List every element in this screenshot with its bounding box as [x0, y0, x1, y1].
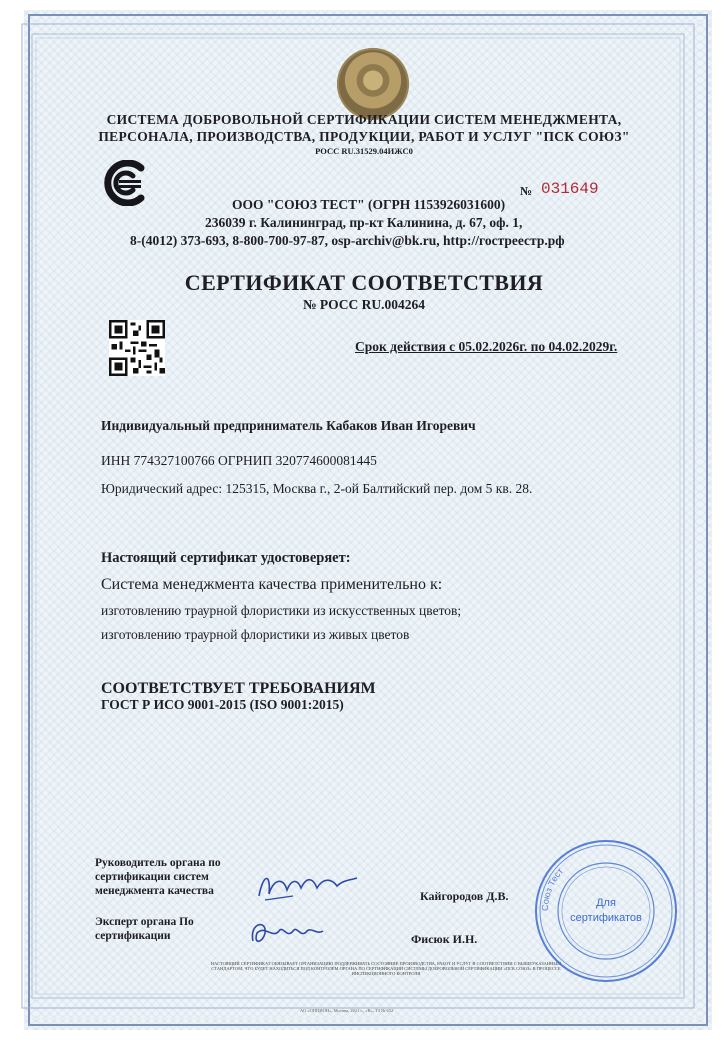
- holder-address: Юридический адрес: 125315, Москва г., 2-ой Балтийский пер. дом 5 кв. 28.: [101, 481, 533, 496]
- registration-number: № РОСС RU.004264: [302, 297, 426, 312]
- scope-item: изготовлению траурной флористики из искусственных цветов;: [101, 603, 462, 618]
- certificate-serial-number: 031649: [541, 180, 599, 198]
- standard-name: ГОСТ Р ИСО 9001-2015 (ISO 9001:2015): [101, 697, 344, 712]
- holder-name: Индивидуальный предприниматель Кабаков Иван Игоревич: [101, 418, 476, 433]
- stamp-center-line-1: Для: [596, 897, 616, 909]
- certification-logo-icon: [97, 160, 155, 206]
- scope-item: изготовлению траурной флористики из живых цветов: [101, 627, 410, 642]
- issuer-contacts: 8-(4012) 373-693, 8-800-700-97-87, osp-archiv@bk.ru, http://гостреестр.рф: [130, 233, 565, 248]
- issuer-address: 236039 г. Калининград, пр-кт Калинина, д. 67, оф. 1,: [205, 215, 523, 230]
- management-system: Система менеджмента качества применительно к:: [101, 576, 443, 593]
- header-line-1: СИСТЕМА ДОБРОВОЛЬНОЙ СЕРТИФИКАЦИИ СИСТЕМ МЕНЕДЖМЕНТА,: [106, 112, 622, 127]
- holder-ids: ИНН 774327100766 ОГРНИП 320774600081445: [101, 453, 377, 468]
- certificate-title: СЕРТИФИКАТ СООТВЕТСТВИЯ: [184, 270, 544, 295]
- gold-emblem-seal: [337, 48, 409, 120]
- signatory-name: Кайгородов Д.В.: [420, 889, 509, 903]
- qr-code-icon: [109, 320, 165, 376]
- certifies-heading: Настоящий сертификат удостоверяет:: [101, 550, 351, 566]
- header-registration: РОСС RU.31529.04ИЖС0: [315, 146, 413, 156]
- signatory-name: Фисюк И.Н.: [411, 932, 478, 946]
- signature-head: [253, 866, 363, 906]
- number-label: №: [520, 184, 533, 198]
- issuer-name: ООО "СОЮЗ ТЕСТ" (ОГРН 1153926031600): [232, 197, 506, 212]
- stamp-ring-text: Союз Тест: [539, 866, 566, 912]
- signatory-role: Руководитель органа по сертификации систем менеджмента качества: [95, 857, 221, 897]
- stamp-center-line-2: сертификатов: [570, 912, 642, 924]
- signature-expert: [243, 913, 343, 953]
- signatory-role: Эксперт органа По сертификации: [95, 916, 194, 942]
- printer-imprint: АО «ОПЦИОН», Москва, 2021 г., «В», ТЗ № 652: [300, 1008, 394, 1013]
- conformity-heading: СООТВЕТСТВУЕТ ТРЕБОВАНИЯМ: [101, 680, 376, 697]
- validity-period: Срок действия с 05.02.2026г. по 04.02.2029г.: [355, 339, 618, 354]
- blue-round-stamp: [531, 836, 681, 986]
- footer-notice: НАСТОЯЩИЙ СЕРТИФИКАТ ОБЯЗЫВАЕТ ОРГАНИЗАЦИЮ ПОДДЕРЖИВАТЬ СОСТОЯНИЕ ПРОИЗВОДСТВА, РАБОТ И УСЛУГ В СООТВЕТСТВИИ С ВЫШЕУКАЗАННЫМ СТАНДАРТОМ, ЧТО БУДЕТ НАХОДИТЬСЯ ПОД КОНТРОЛЕМ ОРГАНА ПО СЕРТИФИКАЦИИ СИСТЕМЫ ДОБРОВОЛЬНОЙ СЕРТИФИКАЦИИ «ПСК СОЮЗ» В ПРОЦЕССЕ ИНСПЕКЦИОННОГО КОНТРОЛЯ: [210, 961, 562, 977]
- header-line-2: ПЕРСОНАЛА, ПРОИЗВОДСТВА, ПРОДУКЦИИ, РАБОТ И УСЛУГ "ПСК СОЮЗ": [98, 129, 630, 144]
